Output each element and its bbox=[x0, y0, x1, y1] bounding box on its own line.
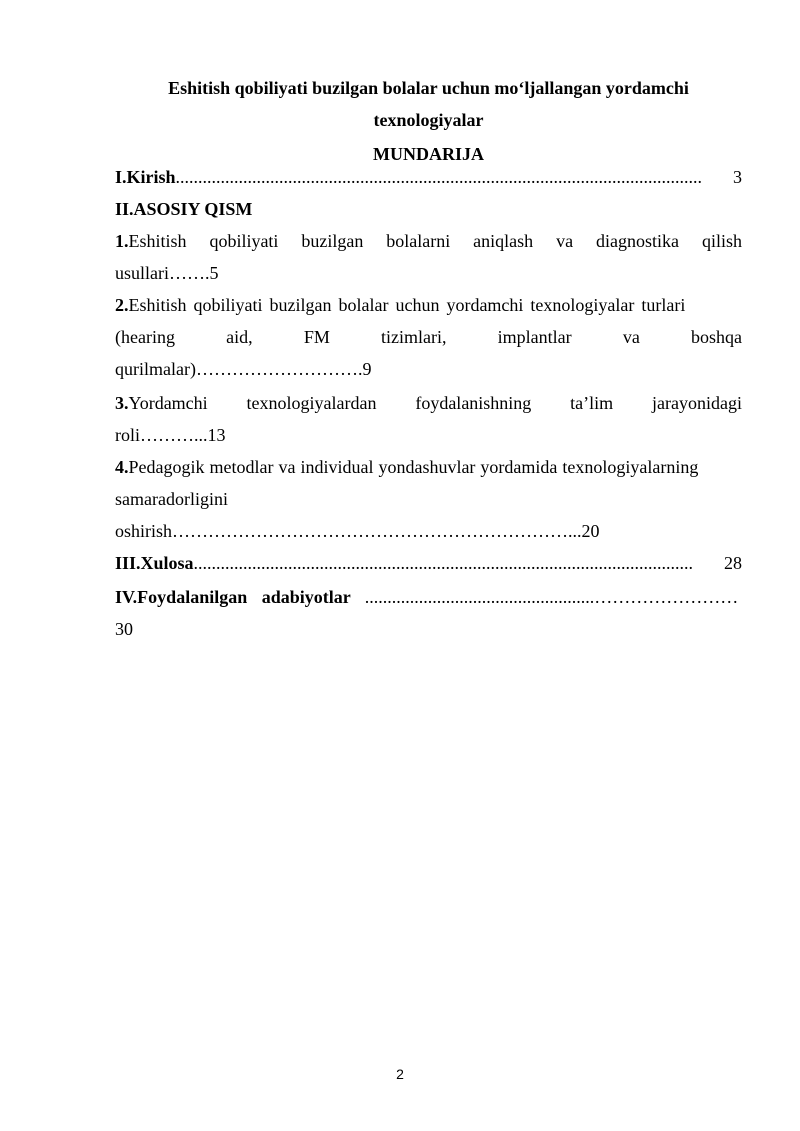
word: aniqlash bbox=[473, 231, 534, 251]
toc-entry-4-line2: samaradorligini bbox=[115, 489, 228, 509]
toc-entry-2-line2 bbox=[115, 325, 742, 349]
toc-entry-2-line1 bbox=[115, 293, 742, 317]
document-title-line2: texnologiyalar bbox=[373, 110, 484, 130]
page-number: 2 bbox=[396, 1066, 404, 1082]
toc-heading: MUNDARIJA bbox=[373, 144, 484, 164]
word: va bbox=[622, 327, 640, 347]
toc-leader-dots: ............................................................................................................... bbox=[193, 553, 694, 573]
toc-entry-label: IV.Foydalanilgan adabiyotlar bbox=[115, 587, 351, 607]
toc-entry-number: 3. bbox=[115, 393, 129, 413]
toc-entry-label: I.Kirish bbox=[115, 167, 176, 187]
toc-leader-dots: ...................................................…………………… bbox=[364, 587, 739, 607]
toc-entry-number: 2. bbox=[115, 295, 129, 315]
word: implantlar bbox=[497, 327, 572, 347]
word: buzilgan bbox=[301, 231, 364, 251]
word: boshqa bbox=[690, 327, 742, 347]
toc-entry-number: 1. bbox=[115, 231, 129, 251]
toc-entry-3-line1 bbox=[115, 391, 742, 415]
toc-entry-2-line3: qurilmalar)……………………….9 bbox=[115, 359, 372, 379]
toc-entry-3-first-word bbox=[115, 391, 208, 415]
toc-entry-kirish bbox=[115, 165, 742, 189]
word: bolalarni bbox=[386, 231, 451, 251]
toc-entry-asosiy-qism: II.ASOSIY QISM bbox=[115, 199, 253, 219]
word: qobiliyati bbox=[209, 231, 279, 251]
toc-entry-1-first-word bbox=[115, 229, 187, 253]
toc-entry-label: III.Xulosa bbox=[115, 553, 194, 573]
toc-entry-3-line2: roli………...13 bbox=[115, 425, 226, 445]
toc-entry-adabiyotlar bbox=[115, 585, 742, 609]
word: jarayonidagi bbox=[652, 393, 742, 413]
toc-page-number: 3 bbox=[733, 167, 742, 187]
word: diagnostika bbox=[596, 231, 680, 251]
word: qilish bbox=[701, 231, 742, 251]
word: texnologiyalardan bbox=[246, 393, 377, 413]
document-title-line1: Eshitish qobiliyati buzilgan bolalar uchun mo‘ljallangan yordamchi bbox=[168, 78, 689, 98]
word: va bbox=[556, 231, 574, 251]
toc-entry-2-text: Eshitish qobiliyati buzilgan bolalar uchun yordamchi texnologiyalar turlari bbox=[128, 295, 686, 315]
toc-page-number: 28 bbox=[724, 553, 742, 573]
toc-entry-4-line1 bbox=[115, 455, 742, 479]
toc-leader-dots: ..................................................................................................................... bbox=[175, 167, 703, 187]
word: ta’lim bbox=[570, 393, 614, 413]
toc-entry-4-text: Pedagogik metodlar va individual yondashuvlar yordamida texnologiyalarning bbox=[128, 457, 699, 477]
toc-entry-1-line2: usullari…….5 bbox=[115, 263, 219, 283]
word: (hearing bbox=[115, 327, 175, 347]
word: aid, bbox=[226, 327, 253, 347]
word: FM bbox=[303, 327, 330, 347]
toc-entry-adabiyotlar-page: 30 bbox=[115, 619, 133, 639]
toc-entry-4-line3: oshirish…………………………………………………………...20 bbox=[115, 521, 600, 541]
word: Yordamchi bbox=[128, 393, 208, 413]
word: tizimlari, bbox=[381, 327, 447, 347]
word: Eshitish bbox=[128, 231, 187, 251]
toc-entry-1-line1 bbox=[115, 229, 742, 253]
toc-entry-number: 4. bbox=[115, 457, 129, 477]
toc-entry-xulosa bbox=[115, 551, 742, 575]
word: foydalanishning bbox=[415, 393, 532, 413]
